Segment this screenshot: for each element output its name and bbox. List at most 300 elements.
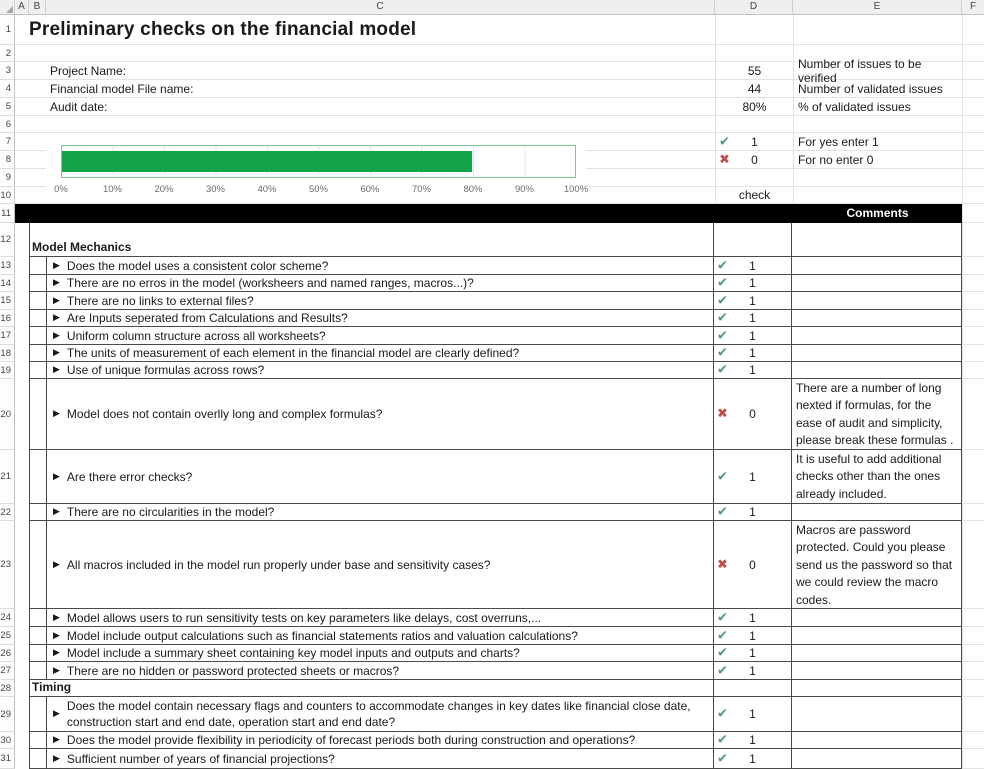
check-value-cell[interactable] — [714, 292, 792, 309]
checklist-row-box — [29, 450, 962, 504]
bullet-icon: ▶ — [53, 559, 60, 570]
checklist-question-cell[interactable] — [47, 521, 714, 608]
check-value: 1 — [749, 751, 756, 766]
check-value-cell[interactable] — [714, 697, 792, 731]
cell-a — [15, 275, 29, 292]
row-number[interactable]: 5 — [0, 98, 15, 116]
cell-f8[interactable] — [962, 151, 984, 169]
check-value-cell[interactable] — [714, 609, 792, 626]
checklist-question-cell[interactable] — [47, 379, 714, 449]
status-icon: ✔ — [717, 362, 728, 378]
checklist-question-cell[interactable] — [47, 310, 714, 326]
checklist-question-cell[interactable] — [47, 345, 714, 361]
cell-b[interactable] — [30, 275, 47, 291]
cell-b[interactable] — [30, 645, 47, 661]
row-number[interactable]: 7 — [0, 133, 15, 151]
question-text: Does the model contain necessary flags and counters to accommodate changes in key dates like financial close date, construction start and end date, operation start and end date? — [66, 699, 691, 729]
comment-cell[interactable] — [792, 627, 961, 644]
checklist-question-cell[interactable] — [47, 749, 714, 768]
legend-no-value: 0 — [751, 152, 758, 167]
cell-f[interactable] — [962, 680, 984, 697]
row-number[interactable]: 16 — [0, 310, 15, 327]
bullet-icon: ▶ — [53, 409, 60, 419]
cell-a — [15, 327, 29, 345]
check-value-cell[interactable] — [714, 345, 792, 361]
cell-b[interactable] — [30, 450, 47, 503]
cell-f[interactable] — [962, 310, 984, 327]
question-text: Are there error checks? — [66, 469, 193, 484]
comment-cell[interactable] — [792, 749, 961, 768]
checklist-row-box — [29, 327, 962, 345]
check-value-cell[interactable] — [714, 275, 792, 291]
comment-cell[interactable] — [792, 310, 961, 326]
cell-f4[interactable] — [962, 80, 984, 98]
cell-a — [15, 627, 29, 645]
row-number[interactable]: 22 — [0, 504, 15, 521]
checklist-row — [0, 223, 984, 257]
checklist-question-cell[interactable] — [47, 645, 714, 661]
checklist-row-box — [29, 223, 962, 257]
project-name-label[interactable]: Project Name: — [50, 63, 127, 78]
checklist-question-cell[interactable] — [47, 257, 714, 274]
bullet-icon: ▶ — [53, 313, 60, 323]
row-number[interactable]: 8 — [0, 151, 15, 169]
check-value-cell[interactable] — [714, 521, 792, 608]
cell-e9[interactable] — [793, 169, 962, 187]
cell-f11[interactable] — [962, 204, 984, 223]
row-number[interactable]: 10 — [0, 187, 15, 204]
row-number[interactable]: 13 — [0, 257, 15, 275]
status-icon: ✔ — [717, 469, 728, 484]
row-number[interactable]: 1 — [0, 15, 15, 45]
page-title[interactable]: Preliminary checks on the financial model — [29, 18, 417, 40]
checklist-row — [0, 362, 984, 379]
cell-f[interactable] — [962, 609, 984, 627]
status-icon: ✔ — [717, 345, 728, 361]
legend-yes-text[interactable] — [793, 133, 962, 151]
cell-d1[interactable] — [715, 15, 793, 45]
question-text: Use of unique formulas across rows? — [66, 363, 265, 377]
checklist-question-cell[interactable] — [47, 662, 714, 679]
check-value-cell[interactable] — [714, 257, 792, 274]
check-column-label-cell[interactable] — [715, 187, 793, 204]
issues-validated-value[interactable] — [715, 80, 793, 98]
column-header-c[interactable]: C — [46, 0, 715, 14]
cell-a — [15, 292, 29, 310]
row-number[interactable]: 9 — [0, 169, 15, 187]
comment-cell[interactable] — [792, 292, 961, 309]
checklist-row-box — [29, 732, 962, 749]
row-number[interactable]: 26 — [0, 645, 15, 662]
cell-a — [15, 310, 29, 327]
bullet-icon: ▶ — [53, 753, 60, 764]
checklist-row-box — [29, 504, 962, 521]
row-number[interactable]: 27 — [0, 662, 15, 680]
check-value-cell[interactable] — [714, 504, 792, 520]
check-value: 1 — [749, 733, 756, 747]
chart-x-axis — [46, 184, 589, 198]
comment-cell[interactable] — [792, 257, 961, 274]
bullet-icon: ▶ — [53, 471, 60, 482]
cell-b[interactable] — [30, 292, 47, 309]
axis-tick-label: 60% — [360, 184, 380, 195]
checklist-row — [0, 521, 984, 609]
row-number[interactable]: 21 — [0, 450, 15, 504]
cell-b[interactable] — [30, 662, 47, 679]
cell-d9[interactable] — [715, 169, 793, 187]
checklist-row-box — [29, 345, 962, 362]
cell-f6[interactable] — [962, 116, 984, 133]
checklist-row-box — [29, 257, 962, 275]
row-number[interactable]: 11 — [0, 204, 15, 223]
comment-cell[interactable] — [792, 327, 961, 344]
axis-tick-label: 40% — [257, 184, 277, 195]
cell-b[interactable] — [30, 521, 47, 608]
legend-no-text[interactable] — [793, 151, 962, 169]
comment-cell[interactable] — [792, 223, 961, 256]
issues-verified-desc[interactable] — [793, 56, 962, 85]
checklist-row — [0, 504, 984, 521]
row-number[interactable]: 3 — [0, 62, 15, 80]
cell-f[interactable] — [962, 749, 984, 769]
status-icon: ✔ — [717, 275, 728, 291]
cell-a — [15, 223, 29, 257]
check-value: 1 — [749, 628, 756, 643]
bullet-icon: ▶ — [53, 278, 60, 288]
checklist-row-box — [29, 310, 962, 327]
row-number[interactable]: 4 — [0, 80, 15, 98]
checklist-row-box — [29, 521, 962, 609]
row-number[interactable]: 24 — [0, 609, 15, 627]
question-text: Uniform column structure across all worksheets? — [66, 328, 326, 343]
question-text: The units of measurement of each element in the financial model are clearly defined? — [66, 346, 520, 360]
question-text: There are no erros in the model (worksheers and named ranges, macros...)? — [66, 276, 474, 290]
cell-f[interactable] — [962, 345, 984, 362]
comment-cell[interactable] — [792, 645, 961, 661]
cell-f10[interactable] — [962, 187, 984, 204]
progress-bar-fill — [62, 151, 472, 172]
column-header-a[interactable]: A — [15, 0, 29, 14]
cell-f9[interactable] — [962, 169, 984, 187]
axis-tick-label: 70% — [411, 184, 432, 195]
check-value: 1 — [749, 469, 756, 484]
check-value-cell[interactable] — [714, 379, 792, 449]
cell-b[interactable] — [30, 732, 47, 748]
checklist-question-cell[interactable] — [47, 627, 714, 644]
checklist-row-box — [29, 749, 962, 769]
status-icon: ✔ — [717, 628, 728, 643]
comment-text: It is useful to add additional checks other than the ones already included. — [796, 452, 942, 501]
check-value-cell[interactable] — [714, 450, 792, 503]
comment-text: Macros are password protected. Could you please send us the password so that we could review the macro codes. — [796, 523, 953, 607]
column-header-b[interactable]: B — [29, 0, 46, 14]
check-value-cell[interactable] — [714, 327, 792, 344]
status-icon: ✖ — [717, 406, 728, 422]
legend-yes-value: 1 — [751, 134, 758, 149]
checklist-row — [0, 257, 984, 275]
percent-validated-desc[interactable] — [793, 98, 962, 116]
checklist-question-cell[interactable] — [47, 504, 714, 520]
row-number[interactable]: 12 — [0, 223, 15, 257]
axis-tick-label: 10% — [102, 184, 123, 195]
cell-a — [15, 521, 29, 609]
cell-a — [15, 345, 29, 362]
legend-text: For yes enter 1 — [798, 134, 879, 149]
check-value: 1 — [749, 363, 756, 377]
cell-f[interactable] — [962, 257, 984, 275]
cell-b[interactable] — [30, 327, 47, 344]
cell-b[interactable] — [30, 749, 47, 768]
check-value-cell[interactable] — [714, 223, 792, 256]
cell-a — [15, 645, 29, 662]
cell-b[interactable] — [30, 627, 47, 644]
cell-f[interactable] — [962, 362, 984, 379]
cell-b[interactable] — [30, 310, 47, 326]
cell-a — [15, 680, 29, 697]
legend-yes-cell[interactable] — [715, 133, 793, 151]
row-number[interactable]: 2 — [0, 45, 15, 62]
check-value-cell[interactable] — [714, 310, 792, 326]
axis-tick-label: 50% — [308, 184, 329, 195]
select-all-triangle-icon — [6, 6, 13, 13]
axis-tick-label: 30% — [205, 184, 226, 195]
legend-no-cell[interactable] — [715, 151, 793, 169]
checklist-row — [0, 697, 984, 732]
cell-e1[interactable] — [793, 15, 962, 45]
comment-cell[interactable] — [792, 504, 961, 520]
comment-cell[interactable] — [792, 609, 961, 626]
bullet-icon: ▶ — [53, 330, 60, 341]
comment-cell[interactable] — [792, 680, 961, 696]
checklist-question-cell[interactable] — [47, 275, 714, 291]
bullet-icon: ▶ — [53, 709, 60, 719]
check-value-cell[interactable] — [714, 680, 792, 696]
checklist-question-cell[interactable] — [47, 292, 714, 309]
cell-b[interactable] — [30, 697, 47, 731]
cell-b[interactable] — [30, 609, 47, 626]
cell-f[interactable] — [962, 223, 984, 257]
section-header[interactable]: Timing — [30, 680, 714, 696]
row-number[interactable]: 18 — [0, 345, 15, 362]
checklist-row-box — [29, 609, 962, 627]
check-value: 1 — [749, 707, 756, 721]
section-header[interactable]: Model Mechanics — [30, 223, 714, 256]
issues-verified-value[interactable] — [715, 62, 793, 80]
comment-cell[interactable] — [792, 662, 961, 679]
blank-row — [0, 116, 984, 133]
checklist-row — [0, 345, 984, 362]
cell-f[interactable] — [962, 662, 984, 680]
chart-plot-area — [61, 145, 576, 178]
title-row — [0, 15, 984, 45]
desc-text: Number of issues to be verified — [798, 56, 922, 85]
checklist-question-cell[interactable] — [47, 362, 714, 378]
cell-f7[interactable] — [962, 133, 984, 151]
bullet-icon: ▶ — [53, 735, 60, 745]
bullet-icon: ▶ — [53, 348, 60, 358]
cell-a — [15, 732, 29, 749]
checklist-row — [0, 327, 984, 345]
cell-f[interactable] — [962, 504, 984, 521]
file-name-label[interactable]: Financial model File name: — [50, 81, 194, 96]
value-text: 55 — [747, 63, 762, 78]
checklist-row-box — [29, 275, 962, 292]
comment-cell[interactable] — [792, 732, 961, 748]
bullet-icon: ▶ — [53, 365, 60, 375]
cell-f[interactable] — [962, 379, 984, 450]
status-icon: ✔ — [717, 645, 728, 661]
check-value: 0 — [749, 407, 756, 421]
check-value-cell[interactable] — [714, 749, 792, 768]
cell-d6[interactable] — [715, 116, 793, 133]
cell-f[interactable] — [962, 275, 984, 292]
value-text: 44 — [747, 81, 762, 96]
cell-b[interactable] — [30, 379, 47, 449]
question-text: Model include output calculations such as financial statements ratios and valuation calculations? — [66, 628, 578, 643]
row-number[interactable]: 25 — [0, 627, 15, 645]
checklist-row — [0, 275, 984, 292]
question-text: Model allows users to run sensitivity tests on key parameters like delays, cost overruns,... — [66, 610, 542, 625]
cell-a — [15, 609, 29, 627]
comment-cell[interactable] — [792, 379, 961, 449]
comment-cell[interactable] — [792, 521, 961, 608]
row-number[interactable]: 31 — [0, 749, 15, 769]
row-number[interactable]: 15 — [0, 292, 15, 310]
cell-f[interactable] — [962, 627, 984, 645]
check-value: 1 — [749, 610, 756, 625]
checklist-question-cell[interactable] — [47, 697, 714, 731]
checklist-question-cell[interactable] — [47, 450, 714, 503]
check-value-cell[interactable] — [714, 362, 792, 378]
status-icon: ✔ — [717, 293, 728, 308]
legend-text: For no enter 0 — [798, 152, 874, 167]
cell-f[interactable] — [962, 697, 984, 732]
comment-cell[interactable] — [792, 345, 961, 361]
cell-b[interactable] — [30, 257, 47, 274]
cell-f3[interactable] — [962, 62, 984, 80]
checklist-row-box — [29, 292, 962, 310]
check-value: 1 — [749, 258, 756, 273]
checklist-row-box — [29, 627, 962, 645]
checklist-row — [0, 292, 984, 310]
checklist-row-box — [29, 697, 962, 732]
status-icon: ✔ — [717, 328, 728, 343]
cell-f[interactable] — [962, 645, 984, 662]
cell-f1[interactable] — [962, 15, 984, 45]
check-value-cell[interactable] — [714, 662, 792, 679]
row-number[interactable]: 6 — [0, 116, 15, 133]
row-number[interactable]: 17 — [0, 327, 15, 345]
checklist-row-box — [29, 379, 962, 450]
question-text: Does the model provide flexibility in periodicity of forecast periods both during construction and operations? — [66, 733, 636, 747]
axis-tick-label: 90% — [514, 184, 535, 195]
check-value: 1 — [749, 646, 756, 660]
row-number[interactable]: 19 — [0, 362, 15, 379]
row-number[interactable]: 29 — [0, 697, 15, 732]
comment-cell[interactable] — [792, 697, 961, 731]
cell-f5[interactable] — [962, 98, 984, 116]
question-text: Model include a summary sheet containing key model inputs and outputs and charts? — [66, 646, 520, 660]
check-value: 1 — [749, 293, 756, 308]
select-all-corner[interactable] — [0, 0, 15, 14]
axis-tick-label: 80% — [463, 184, 483, 195]
column-header-e[interactable]: E — [793, 0, 962, 14]
checklist-row-box — [29, 362, 962, 379]
comment-cell[interactable] — [792, 450, 961, 503]
cell-f[interactable] — [962, 450, 984, 504]
check-value-cell[interactable] — [714, 732, 792, 748]
cell-f2[interactable] — [962, 45, 984, 62]
info-row — [0, 80, 984, 98]
row-number[interactable]: 23 — [0, 521, 15, 609]
cell-b[interactable] — [30, 362, 47, 378]
issues-validated-desc[interactable] — [793, 80, 962, 98]
checklist-row — [0, 732, 984, 749]
axis-tick-label: 20% — [154, 184, 174, 195]
bullet-icon: ▶ — [53, 648, 60, 658]
cell-f[interactable] — [962, 732, 984, 749]
cell-b[interactable] — [30, 504, 47, 520]
info-row — [0, 56, 984, 85]
question-text: Sufficient number of years of financial projections? — [66, 751, 335, 766]
checklist-row-box — [29, 662, 962, 680]
cell-f[interactable] — [962, 292, 984, 310]
cell-e10[interactable] — [793, 187, 962, 204]
audit-date-label[interactable]: Audit date: — [50, 99, 108, 114]
status-icon: ✔ — [717, 751, 728, 766]
progress-chart[interactable] — [46, 136, 589, 202]
percent-validated-value[interactable] — [715, 98, 793, 116]
row-number[interactable]: 14 — [0, 275, 15, 292]
checklist-row — [0, 627, 984, 645]
column-header-d[interactable]: D — [715, 0, 793, 14]
checklist-question-cell[interactable] — [47, 609, 714, 626]
cell-f[interactable] — [962, 327, 984, 345]
comments-header: Comments — [846, 206, 909, 220]
check-value-cell[interactable] — [714, 645, 792, 661]
status-icon: ✔ — [717, 663, 728, 678]
cell-a — [15, 379, 29, 450]
comment-cell[interactable] — [792, 275, 961, 291]
checklist-question-cell[interactable] — [47, 327, 714, 344]
cell-f[interactable] — [962, 521, 984, 609]
checklist-row — [0, 662, 984, 680]
cell-b[interactable] — [30, 345, 47, 361]
check-value-cell[interactable] — [714, 627, 792, 644]
desc-text: Number of validated issues — [798, 81, 943, 96]
checklist-row — [0, 645, 984, 662]
checklist-row-box — [29, 645, 962, 662]
check-value: 1 — [749, 505, 756, 519]
cell-e6[interactable] — [793, 116, 962, 133]
status-icon: ✖ — [717, 557, 728, 572]
column-header-f[interactable]: F — [969, 1, 977, 12]
comment-cell[interactable] — [792, 362, 961, 378]
row-number[interactable]: 20 — [0, 379, 15, 450]
value-text: 80% — [742, 99, 767, 114]
status-icon: ✔ — [717, 732, 728, 748]
question-text: There are no circularities in the model? — [66, 505, 275, 519]
checklist-row-box — [29, 680, 962, 697]
row-number[interactable]: 28 — [0, 680, 15, 697]
row-number[interactable]: 30 — [0, 732, 15, 749]
cell-d2[interactable] — [715, 45, 793, 62]
cross-icon: ✖ — [719, 152, 730, 167]
checklist-question-cell[interactable] — [47, 732, 714, 748]
status-icon: ✔ — [717, 504, 728, 520]
cell-a — [15, 504, 29, 521]
question-text: There are no links to external files? — [66, 293, 254, 308]
